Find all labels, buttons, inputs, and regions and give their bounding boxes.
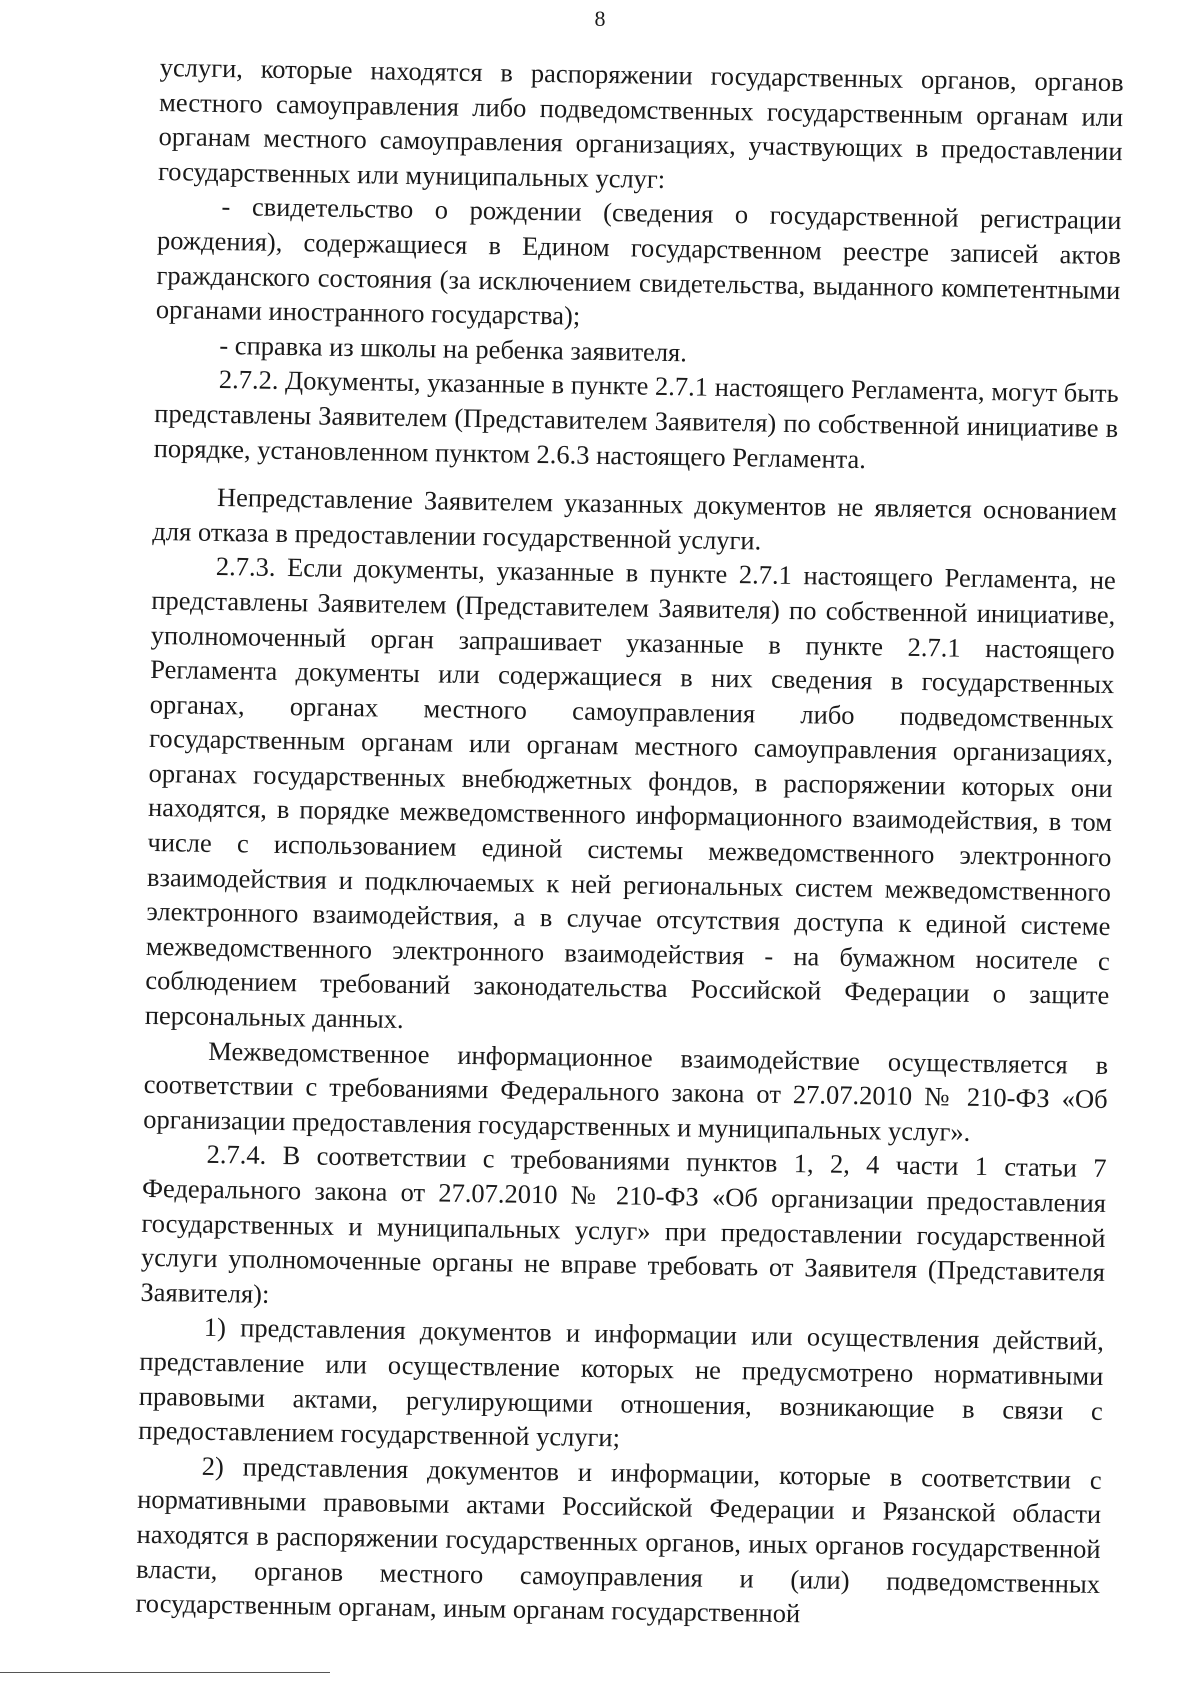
paragraph-school-certificate: - справка из школы на ребенка заявителя. bbox=[219, 329, 688, 368]
paragraph-non-submission: Непредставление Заявителем указанных документов не является основанием для отказа в предоставлении государственной услуги. bbox=[152, 482, 1118, 556]
paragraph-2-7-4: 2.7.4. В соответствии с требованиями пунктов 1, 2, 4 части 1 статьи 7 Федерального закона от 27.07.2010 № 210-ФЗ «Об организации предоставления государственных и муниципальных услуг» при предоставлении государственной услуги уполномоченные органы не вправе требовать от Заявителя (Представителя Заявителя): bbox=[140, 1139, 1107, 1309]
paragraph-item-2: 2) представления документов и информации, которые в соответствии с нормативными правовыми актами Российской Федерации и Рязанской области находятся в распоряжении государственных органов, иных органов государственной власти, органов местного самоуправления и (или) подведомственных государственным органам, иным органам государственной bbox=[135, 1450, 1102, 1629]
page-number: 8 bbox=[594, 6, 606, 31]
paragraph-2-7-2: 2.7.2. Документы, указанные в пункте 2.7.1 настоящего Регламента, могут быть представлены Заявителем (Представителем Заявителя) по собственной инициативе в порядке, установленном пунктом 2.6.3 настоящего Регламента. bbox=[153, 364, 1119, 474]
paragraph-item-1: 1) представления документов и информации или осуществления действий, представление или осуществление которых не предусмотрено нормативными правовыми актами, регулирующими отношения, возникающие в связи с предоставлением государственной услуги; bbox=[138, 1312, 1105, 1453]
paragraph-interagency-interaction: Межведомственное информационное взаимодействие осуществляется в соответствии с требованиями Федерального закона от 27.07.2010 № 210-ФЗ «Об организации предоставления государственных и муниципальных услуг». bbox=[142, 1035, 1109, 1147]
paragraph-birth-certificate: - свидетельство о рождении (сведения о государственной регистрации рождения), содержащиеся в Едином государственном реестре записей актов гражданского состояния (за исключением свидетельства, выданного компетентными органами иностранного государства); bbox=[155, 191, 1122, 331]
paragraph-continuation: услуги, которые находятся в распоряжении государственных органов, органов местного самоуправления либо подведомственных государственным органам или органам местного самоуправления организациях, участвующих в предоставлении государственных или муниципальных услуг: bbox=[157, 51, 1124, 194]
paragraph-2-7-3: 2.7.3. Если документы, указанные в пункте 2.7.1 настоящего Регламента, не представлены Заявителем (Представителем Заявителя) по собственной инициативе, уполномоченный орган запрашивает указанные в пункте 2.7.1 настоящего Регламента документы или содержащиеся в них сведения в государственных органах, органах местного самоуправления либо подведомственных государственным органам или органам местного самоуправления организациях, органах государственных внебюджетных фондов, в распоряжении которых они находятся, в порядке межведомственного информационного взаимодействия, в том числе с использованием единой системы межведомственного электронного взаимодействия и подключаемых к ней региональных систем межведомственного электронного взаимодействия, а в случае отсутствия доступа к единой системе межведомственного электронного взаимодействия - на бумажном носителе с соблюдением требований законодательства Российской Федерации о защите персональных данных. bbox=[144, 551, 1117, 1034]
document-body bbox=[135, 50, 1124, 1636]
footer-rule bbox=[0, 1672, 330, 1673]
